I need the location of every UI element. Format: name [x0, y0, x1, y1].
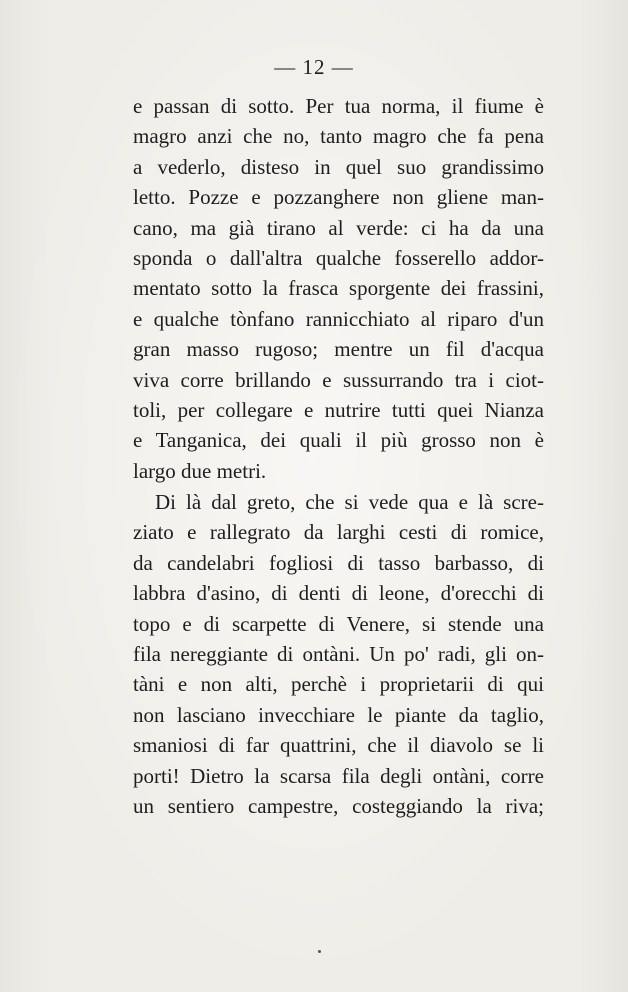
text-line: e qualche tònfano rannicchiato al riparo d'un — [133, 306, 544, 331]
text-line: mentato sotto la frasca sporgente dei frassini, — [133, 276, 544, 301]
text-line: Di là dal greto, che si vede qua e là scre- — [155, 490, 544, 514]
text-line: e Tanganica, dei quali il più grosso non è — [133, 428, 544, 453]
text-line: labbra d'asino, di denti di leone, d'orecchi di — [133, 581, 544, 606]
text-line: tàni e non alti, perchè i proprietarii di qui — [133, 672, 544, 697]
text-line: largo due metri. — [133, 458, 267, 483]
text-line: da candelabri fogliosi di tasso barbasso, di — [133, 550, 544, 575]
text-line: magro anzi che no, tanto magro che fa pena — [133, 124, 544, 149]
paragraph-2 — [133, 487, 544, 821]
text-line: non lasciano invecchiare le piante da taglio, — [133, 702, 544, 727]
text-line: ziato e rallegrato da larghi cesti di romice, — [133, 520, 544, 545]
text-line: a vederlo, disteso in quel suo grandissimo — [133, 154, 544, 179]
text-line: viva corre brillando e sussurrando tra i ciot- — [133, 367, 544, 392]
text-line: letto. Pozze e pozzanghere non gliene man- — [133, 185, 544, 210]
text-line: sponda o dall'altra qualche fosserello addor- — [133, 245, 544, 270]
text-line: porti! Dietro la scarsa fila degli ontàni, corre — [133, 763, 544, 788]
text-line: cano, ma già tirano al verde: ci ha da una — [133, 215, 544, 240]
text-line: fila nereggiante di ontàni. Un po' radi, gli on- — [133, 641, 544, 666]
text-line: smaniosi di far quattrini, che il diavolo se li — [133, 733, 544, 758]
paragraph-1 — [133, 91, 544, 486]
text-line: un sentiero campestre, costeggiando la riva; — [133, 793, 544, 818]
paper-speck — [318, 950, 321, 953]
text-line: toli, per collegare e nutrire tutti quei Nianza — [133, 397, 544, 422]
text-line: gran masso rugoso; mentre un fil d'acqua — [133, 337, 544, 362]
text-line: e passan di sotto. Per tua norma, il fiume è — [133, 94, 544, 118]
page-number: — 12 — — [274, 55, 354, 79]
text-line: topo e di scarpette di Venere, si stende una — [133, 611, 544, 636]
